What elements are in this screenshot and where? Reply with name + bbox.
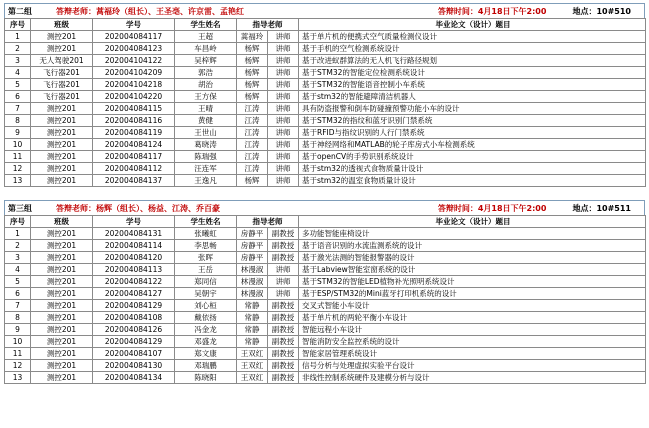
col-student-name: 学生姓名 xyxy=(175,19,237,31)
table-header-row xyxy=(5,19,646,31)
table-cell: 202004084137 xyxy=(93,175,175,187)
table-cell: 副教授 xyxy=(268,252,299,264)
table-cell: 信号分析与处理虚拟实验平台设计 xyxy=(299,360,646,372)
table-cell: 江涛 xyxy=(237,127,268,139)
table-cell: 测控201 xyxy=(31,175,93,187)
table-cell: 林漫淑 xyxy=(237,288,268,300)
table-cell: 基于STM32的智能语音控制小车系统 xyxy=(299,79,646,91)
group-3-body xyxy=(5,228,646,384)
table-cell: 王双红 xyxy=(237,348,268,360)
table-row xyxy=(5,300,646,312)
table-cell: 202004084117 xyxy=(93,31,175,43)
table-cell: 杨辉 xyxy=(237,79,268,91)
table-cell: 张曦虹 xyxy=(175,228,237,240)
group-2-header xyxy=(4,3,645,18)
group-spacer xyxy=(4,187,645,200)
table-cell: 飞行器201 xyxy=(31,79,93,91)
table-cell: 6 xyxy=(5,91,31,103)
table-cell: 202004084129 xyxy=(93,336,175,348)
table-cell: 江涛 xyxy=(237,151,268,163)
table-row xyxy=(5,228,646,240)
group-2-time: 答辩时间：4月18日下午2:00 xyxy=(437,6,547,16)
table-cell: 2 xyxy=(5,43,31,55)
table-cell: 基于Labview智能室窗系统的设计 xyxy=(299,264,646,276)
table-cell: 讲师 xyxy=(268,175,299,187)
table-cell: 基于手机的空气检测系统设计 xyxy=(299,43,646,55)
table-row xyxy=(5,372,646,384)
group-3-time: 答辩时间：4月18日下午2:00 xyxy=(437,203,547,213)
table-cell: 吴朝宇 xyxy=(175,288,237,300)
table-cell: 11 xyxy=(5,348,31,360)
table-cell: 基于stm32的透视式食物质量计设计 xyxy=(299,163,646,175)
col-student-name: 学生姓名 xyxy=(175,216,237,228)
table-cell: 江涛 xyxy=(237,103,268,115)
table-cell: 测控201 xyxy=(31,151,93,163)
table-cell: 副教授 xyxy=(268,336,299,348)
group-2-place: 地点：10#510 xyxy=(572,6,631,16)
table-cell: 副教授 xyxy=(268,240,299,252)
table-row xyxy=(5,31,646,43)
group-3-label: 第三组 xyxy=(8,203,32,213)
table-cell: 202004084129 xyxy=(93,300,175,312)
table-cell: 4 xyxy=(5,67,31,79)
table-cell: 基于openCV的手势识别系统设计 xyxy=(299,151,646,163)
table-cell: 王超 xyxy=(175,31,237,43)
table-cell: 202004084114 xyxy=(93,240,175,252)
table-cell: 202004084112 xyxy=(93,163,175,175)
table-cell: 202004084108 xyxy=(93,312,175,324)
table-cell: 讲师 xyxy=(268,151,299,163)
group-2-body xyxy=(5,31,646,187)
table-row xyxy=(5,312,646,324)
table-cell: 12 xyxy=(5,360,31,372)
col-class: 班级 xyxy=(31,216,93,228)
table-row xyxy=(5,348,646,360)
table-cell: 1 xyxy=(5,228,31,240)
table-cell: 杨辉 xyxy=(237,43,268,55)
table-cell: 测控201 xyxy=(31,139,93,151)
table-cell: 基于RFID与指纹识别的人行门禁系统 xyxy=(299,127,646,139)
table-cell: 测控201 xyxy=(31,43,93,55)
table-cell: 8 xyxy=(5,115,31,127)
col-thesis-title: 毕业论文（设计）题目 xyxy=(299,216,646,228)
table-cell: 飞行器201 xyxy=(31,91,93,103)
table-cell: 常静 xyxy=(237,312,268,324)
table-cell: 王双红 xyxy=(237,372,268,384)
table-cell: 副教授 xyxy=(268,228,299,240)
table-cell: 郑同信 xyxy=(175,276,237,288)
table-cell: 房静平 xyxy=(237,252,268,264)
table-cell: 基于激光法测的智能报警器的设计 xyxy=(299,252,646,264)
table-cell: 杨辉 xyxy=(237,67,268,79)
table-row xyxy=(5,139,646,151)
table-cell: 戴依扬 xyxy=(175,312,237,324)
table-cell: 基于单片机的两轮平衡小车设计 xyxy=(299,312,646,324)
table-cell: 讲师 xyxy=(268,139,299,151)
table-cell: 江涛 xyxy=(237,115,268,127)
table-row xyxy=(5,336,646,348)
table-row xyxy=(5,115,646,127)
table-cell: 测控201 xyxy=(31,288,93,300)
table-cell: 基于stm32的温室食物质量计设计 xyxy=(299,175,646,187)
table-cell: 7 xyxy=(5,300,31,312)
table-cell: 基于语音识别的水流监测系统的设计 xyxy=(299,240,646,252)
table-cell: 邓瑞鹏 xyxy=(175,360,237,372)
table-cell: 测控201 xyxy=(31,127,93,139)
table-cell: 202004084115 xyxy=(93,103,175,115)
col-index: 序号 xyxy=(5,216,31,228)
table-cell: 常静 xyxy=(237,324,268,336)
table-cell: 具有防盗报警和倒车防碰撞预警功能小车的设计 xyxy=(299,103,646,115)
table-row xyxy=(5,127,646,139)
table-cell: 副教授 xyxy=(268,300,299,312)
table-cell: 202004084122 xyxy=(93,276,175,288)
table-cell: 智能家居管理系统设计 xyxy=(299,348,646,360)
table-cell: 基于stm32的智能避障清洁机器人 xyxy=(299,91,646,103)
table-cell: 202004084107 xyxy=(93,348,175,360)
table-cell: 讲师 xyxy=(268,127,299,139)
table-cell: 基于单片机的便携式空气质量检测仪设计 xyxy=(299,31,646,43)
col-advisor: 指导老师 xyxy=(237,19,299,31)
col-index: 序号 xyxy=(5,19,31,31)
table-cell: 讲师 xyxy=(268,264,299,276)
table-cell: 副教授 xyxy=(268,324,299,336)
table-cell: 5 xyxy=(5,79,31,91)
table-cell: 测控201 xyxy=(31,372,93,384)
table-row xyxy=(5,151,646,163)
table-row xyxy=(5,360,646,372)
table-cell: 202004104122 xyxy=(93,55,175,67)
table-cell: 10 xyxy=(5,139,31,151)
table-cell: 202004084116 xyxy=(93,115,175,127)
table-cell: 陈瑞强 xyxy=(175,151,237,163)
table-cell: 9 xyxy=(5,127,31,139)
table-cell: 202004084134 xyxy=(93,372,175,384)
table-row xyxy=(5,103,646,115)
table-cell: 3 xyxy=(5,252,31,264)
table-cell: 基于ESP/STM32的Mini蓝牙打印机系统的设计 xyxy=(299,288,646,300)
table-cell: 202004084127 xyxy=(93,288,175,300)
table-cell: 杨辉 xyxy=(237,91,268,103)
table-cell: 202004084113 xyxy=(93,264,175,276)
table-cell: 12 xyxy=(5,163,31,175)
group-block-3 xyxy=(4,200,645,384)
table-row xyxy=(5,264,646,276)
table-cell: 车昌岭 xyxy=(175,43,237,55)
table-cell: 202004084120 xyxy=(93,252,175,264)
table-cell: 测控201 xyxy=(31,360,93,372)
table-cell: 讲师 xyxy=(268,91,299,103)
table-cell: 测控201 xyxy=(31,103,93,115)
table-cell: 林漫淑 xyxy=(237,276,268,288)
table-cell: 测控201 xyxy=(31,31,93,43)
table-cell: 讲师 xyxy=(268,43,299,55)
table-cell: 5 xyxy=(5,276,31,288)
table-cell: 王晴 xyxy=(175,103,237,115)
table-cell: 测控201 xyxy=(31,324,93,336)
table-cell: 王逸凡 xyxy=(175,175,237,187)
group-3-teachers: 答辩老师：杨辉（组长）、杨益、江涛、乔百豪 xyxy=(56,203,220,213)
table-cell: 林漫淑 xyxy=(237,264,268,276)
table-row xyxy=(5,240,646,252)
table-cell: 基于神经网络和MATLAB的轮子库房式小车检测系统 xyxy=(299,139,646,151)
table-cell: 3 xyxy=(5,55,31,67)
group-2-label: 第二组 xyxy=(8,6,32,16)
table-cell: 飞行器201 xyxy=(31,67,93,79)
table-cell: 202004084123 xyxy=(93,43,175,55)
table-cell: 葛晓涛 xyxy=(175,139,237,151)
col-advisor: 指导老师 xyxy=(237,216,299,228)
table-cell: 李思畅 xyxy=(175,240,237,252)
group-3-header xyxy=(4,200,645,215)
table-cell: 7 xyxy=(5,103,31,115)
table-row xyxy=(5,276,646,288)
table-cell: 测控201 xyxy=(31,163,93,175)
table-cell: 202004084124 xyxy=(93,139,175,151)
table-cell: 测控201 xyxy=(31,276,93,288)
table-cell: 测控201 xyxy=(31,336,93,348)
table-cell: 刘心桓 xyxy=(175,300,237,312)
table-cell: 胡治 xyxy=(175,79,237,91)
table-row xyxy=(5,175,646,187)
table-cell: 陈晓阳 xyxy=(175,372,237,384)
table-row xyxy=(5,91,646,103)
table-header-row xyxy=(5,216,646,228)
table-cell: 测控201 xyxy=(31,115,93,127)
table-cell: 讲师 xyxy=(268,67,299,79)
table-cell: 汪连军 xyxy=(175,163,237,175)
table-cell: 讲师 xyxy=(268,288,299,300)
table-cell: 王岳 xyxy=(175,264,237,276)
table-cell: 基于改进蚁群算法的无人机飞行路径规划 xyxy=(299,55,646,67)
col-class: 班级 xyxy=(31,19,93,31)
table-cell: 1 xyxy=(5,31,31,43)
table-cell: 常静 xyxy=(237,300,268,312)
table-cell: 蒿福玲 xyxy=(237,31,268,43)
table-cell: 测控201 xyxy=(31,264,93,276)
table-cell: 王世山 xyxy=(175,127,237,139)
group-3-place: 地点：10#511 xyxy=(572,203,631,213)
table-cell: 常静 xyxy=(237,336,268,348)
table-cell: 王双红 xyxy=(237,360,268,372)
table-cell: 无人驾驶201 xyxy=(31,55,93,67)
table-cell: 多功能智能座椅设计 xyxy=(299,228,646,240)
table-cell: 讲师 xyxy=(268,276,299,288)
table-cell: 非线性控制系统硬件及建模分析与设计 xyxy=(299,372,646,384)
table-cell: 吴梓辉 xyxy=(175,55,237,67)
table-cell: 江涛 xyxy=(237,139,268,151)
table-cell: 11 xyxy=(5,151,31,163)
group-2-table xyxy=(4,18,646,187)
table-cell: 202004084131 xyxy=(93,228,175,240)
table-cell: 冯金龙 xyxy=(175,324,237,336)
table-cell: 讲师 xyxy=(268,115,299,127)
table-cell: 测控201 xyxy=(31,240,93,252)
table-cell: 13 xyxy=(5,372,31,384)
col-thesis-title: 毕业论文（设计）题目 xyxy=(299,19,646,31)
table-cell: 张晖 xyxy=(175,252,237,264)
table-cell: 黄健 xyxy=(175,115,237,127)
table-cell: 202004104220 xyxy=(93,91,175,103)
table-cell: 测控201 xyxy=(31,300,93,312)
group-block-2 xyxy=(4,3,645,187)
table-cell: 王方保 xyxy=(175,91,237,103)
table-cell: 测控201 xyxy=(31,312,93,324)
table-cell: 8 xyxy=(5,312,31,324)
table-cell: 202004084126 xyxy=(93,324,175,336)
table-row xyxy=(5,79,646,91)
table-cell: 2 xyxy=(5,240,31,252)
table-cell: 9 xyxy=(5,324,31,336)
table-cell: 4 xyxy=(5,264,31,276)
table-row xyxy=(5,252,646,264)
table-cell: 测控201 xyxy=(31,348,93,360)
table-row xyxy=(5,67,646,79)
table-cell: 13 xyxy=(5,175,31,187)
col-student-number: 学号 xyxy=(93,19,175,31)
table-cell: 基于STM32的智能定位检测系统设计 xyxy=(299,67,646,79)
table-cell: 6 xyxy=(5,288,31,300)
table-cell: 10 xyxy=(5,336,31,348)
table-cell: 202004084130 xyxy=(93,360,175,372)
table-cell: 202004084119 xyxy=(93,127,175,139)
table-row xyxy=(5,163,646,175)
table-cell: 测控201 xyxy=(31,228,93,240)
table-cell: 202004084117 xyxy=(93,151,175,163)
table-cell: 讲师 xyxy=(268,79,299,91)
table-cell: 房静平 xyxy=(237,240,268,252)
table-cell: 郑文康 xyxy=(175,348,237,360)
table-row xyxy=(5,288,646,300)
table-cell: 202004104209 xyxy=(93,67,175,79)
table-row xyxy=(5,324,646,336)
table-cell: 副教授 xyxy=(268,348,299,360)
table-cell: 邓盛龙 xyxy=(175,336,237,348)
table-cell: 讲师 xyxy=(268,103,299,115)
table-cell: 副教授 xyxy=(268,372,299,384)
table-cell: 杨辉 xyxy=(237,175,268,187)
table-cell: 智能远程小车设计 xyxy=(299,324,646,336)
table-cell: 副教授 xyxy=(268,360,299,372)
table-cell: 房静平 xyxy=(237,228,268,240)
table-cell: 202004104218 xyxy=(93,79,175,91)
table-cell: 讲师 xyxy=(268,55,299,67)
group-2-teachers: 答辩老师：蒿福玲（组长）、王圣亳、许京雷、孟艳红 xyxy=(56,6,244,16)
table-row xyxy=(5,43,646,55)
table-cell: 江涛 xyxy=(237,163,268,175)
table-cell: 基于STM32的指纹和蓝牙识别门禁系统 xyxy=(299,115,646,127)
table-cell: 讲师 xyxy=(268,31,299,43)
table-cell: 杨辉 xyxy=(237,55,268,67)
table-cell: 郭浩 xyxy=(175,67,237,79)
table-cell: 副教授 xyxy=(268,312,299,324)
table-cell: 智能消防安全监控系统的设计 xyxy=(299,336,646,348)
group-3-table xyxy=(4,215,646,384)
table-cell: 基于STM32的智能LED植物补光照明系统设计 xyxy=(299,276,646,288)
col-student-number: 学号 xyxy=(93,216,175,228)
table-row xyxy=(5,55,646,67)
table-cell: 交叉式智能小车设计 xyxy=(299,300,646,312)
table-cell: 测控201 xyxy=(31,252,93,264)
table-cell: 讲师 xyxy=(268,163,299,175)
